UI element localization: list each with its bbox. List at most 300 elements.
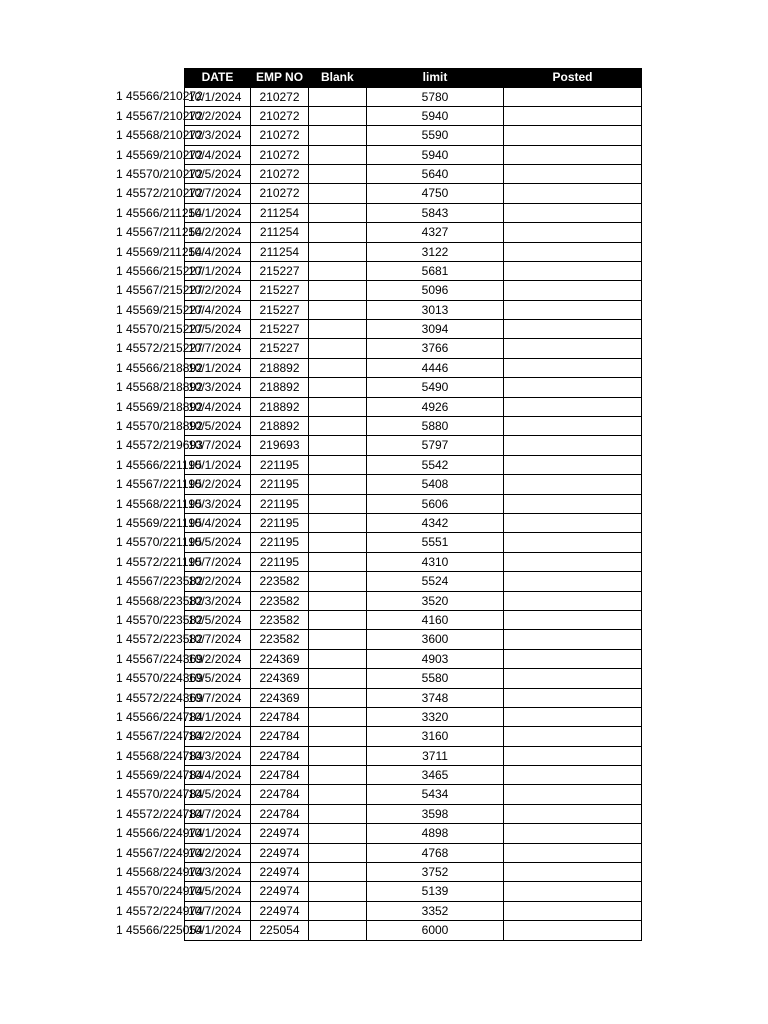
posted-cell[interactable] [504, 727, 642, 746]
emp-no-cell[interactable]: 224369 [251, 669, 309, 688]
emp-no-cell[interactable]: 221195 [251, 553, 309, 572]
limit-cell[interactable]: 3766 [367, 339, 504, 358]
date-cell[interactable]: 10/7/2024 [184, 689, 251, 708]
header-limit[interactable]: limit [367, 68, 504, 87]
date-cell[interactable]: 10/7/2024 [184, 805, 251, 824]
table-row [0, 882, 768, 901]
blank-cell[interactable] [309, 785, 367, 804]
limit-cell[interactable]: 5542 [367, 456, 504, 475]
posted-cell[interactable] [504, 650, 642, 669]
row-key-cell[interactable]: 1 45572/224784 [116, 806, 203, 821]
blank-cell[interactable] [309, 611, 367, 630]
posted-cell[interactable] [504, 921, 642, 940]
table-row [0, 456, 768, 475]
blank-cell[interactable] [309, 126, 367, 145]
row-key-cell[interactable]: 1 45570/224974 [116, 884, 203, 899]
blank-cell[interactable] [309, 766, 367, 785]
emp-no-cell[interactable]: 224784 [251, 785, 309, 804]
row-key-cell[interactable]: 1 45567/221195 [116, 477, 202, 492]
row-key-cell[interactable]: 1 45567/224369 [116, 651, 203, 666]
row-key-cell[interactable]: 1 45570/218892 [116, 419, 203, 434]
posted-cell[interactable] [504, 378, 642, 397]
emp-no-cell[interactable]: 215227 [251, 262, 309, 281]
emp-no-cell[interactable]: 224784 [251, 766, 309, 785]
row-key-cell[interactable]: 1 45568/224784 [116, 748, 203, 763]
posted-cell[interactable] [504, 320, 642, 339]
table-row [0, 553, 768, 572]
blank-cell[interactable] [309, 87, 367, 106]
table-row [0, 921, 768, 940]
blank-cell[interactable] [309, 378, 367, 397]
date-cell[interactable]: 10/4/2024 [184, 146, 251, 165]
blank-cell[interactable] [309, 146, 367, 165]
limit-cell[interactable]: 3752 [367, 863, 504, 882]
date-cell[interactable]: 10/1/2024 [184, 87, 251, 106]
posted-cell[interactable] [504, 107, 642, 126]
date-cell[interactable]: 10/5/2024 [184, 533, 251, 552]
blank-cell[interactable] [309, 727, 367, 746]
table-row [0, 572, 768, 591]
date-cell[interactable]: 10/2/2024 [184, 650, 251, 669]
date-cell[interactable]: 10/5/2024 [184, 611, 251, 630]
blank-cell[interactable] [309, 107, 367, 126]
date-cell[interactable]: 10/1/2024 [184, 921, 251, 940]
date-cell[interactable]: 10/3/2024 [184, 126, 251, 145]
posted-cell[interactable] [504, 611, 642, 630]
spreadsheet [0, 68, 768, 941]
date-cell[interactable]: 10/2/2024 [184, 844, 251, 863]
limit-cell[interactable]: 5640 [367, 165, 504, 184]
row-key-cell[interactable]: 1 45567/224784 [116, 729, 203, 744]
date-cell[interactable]: 10/1/2024 [184, 359, 251, 378]
blank-cell[interactable] [309, 805, 367, 824]
posted-cell[interactable] [504, 689, 642, 708]
header-date[interactable]: DATE [184, 68, 251, 87]
table-row [0, 766, 768, 785]
date-cell[interactable]: 10/1/2024 [184, 204, 251, 223]
blank-cell[interactable] [309, 689, 367, 708]
table-row [0, 359, 768, 378]
limit-cell[interactable]: 3160 [367, 727, 504, 746]
posted-cell[interactable] [504, 436, 642, 455]
row-key-cell[interactable]: 1 45570/215227 [116, 322, 203, 337]
emp-no-cell[interactable]: 224784 [251, 727, 309, 746]
posted-cell[interactable] [504, 223, 642, 242]
emp-no-cell[interactable]: 224974 [251, 902, 309, 921]
emp-no-cell[interactable]: 211254 [251, 204, 309, 223]
row-key-cell[interactable]: 1 45569/221195 [116, 515, 202, 530]
blank-cell[interactable] [309, 824, 367, 843]
blank-cell[interactable] [309, 184, 367, 203]
blank-cell[interactable] [309, 630, 367, 649]
row-key-cell[interactable]: 1 45572/224974 [116, 903, 203, 918]
date-cell[interactable]: 10/2/2024 [184, 281, 251, 300]
limit-cell[interactable]: 3013 [367, 301, 504, 320]
date-cell[interactable]: 10/5/2024 [184, 882, 251, 901]
blank-cell[interactable] [309, 902, 367, 921]
date-cell[interactable]: 10/1/2024 [184, 456, 251, 475]
limit-cell[interactable]: 3122 [367, 243, 504, 262]
blank-cell[interactable] [309, 436, 367, 455]
posted-cell[interactable] [504, 301, 642, 320]
blank-cell[interactable] [309, 553, 367, 572]
table-row [0, 165, 768, 184]
table-row [0, 495, 768, 514]
date-cell[interactable]: 10/2/2024 [184, 223, 251, 242]
posted-cell[interactable] [504, 475, 642, 494]
limit-cell[interactable]: 5681 [367, 262, 504, 281]
table-row [0, 126, 768, 145]
posted-cell[interactable] [504, 844, 642, 863]
posted-cell[interactable] [504, 708, 642, 727]
blank-cell[interactable] [309, 882, 367, 901]
row-key-cell[interactable]: 1 45572/221195 [116, 554, 202, 569]
posted-cell[interactable] [504, 146, 642, 165]
table-row [0, 669, 768, 688]
emp-no-cell[interactable]: 210272 [251, 107, 309, 126]
date-cell[interactable]: 10/5/2024 [184, 669, 251, 688]
row-key-cell[interactable]: 1 45567/224974 [116, 845, 203, 860]
posted-cell[interactable] [504, 398, 642, 417]
table-row [0, 204, 768, 223]
limit-cell[interactable]: 5408 [367, 475, 504, 494]
row-key-cell[interactable]: 1 45569/224784 [116, 768, 203, 783]
posted-cell[interactable] [504, 514, 642, 533]
limit-cell[interactable]: 4926 [367, 398, 504, 417]
row-key-cell[interactable]: 1 45567/223582 [116, 574, 203, 589]
posted-cell[interactable] [504, 184, 642, 203]
limit-cell[interactable]: 4342 [367, 514, 504, 533]
blank-cell[interactable] [309, 514, 367, 533]
header-emp-no[interactable]: EMP NO [251, 68, 309, 87]
table-row [0, 863, 768, 882]
limit-cell[interactable]: 5940 [367, 146, 504, 165]
emp-no-cell[interactable]: 221195 [251, 533, 309, 552]
blank-cell[interactable] [309, 417, 367, 436]
posted-cell[interactable] [504, 592, 642, 611]
posted-cell[interactable] [504, 747, 642, 766]
blank-cell[interactable] [309, 592, 367, 611]
table-row [0, 223, 768, 242]
table-row [0, 747, 768, 766]
date-cell[interactable]: 10/3/2024 [184, 863, 251, 882]
blank-cell[interactable] [309, 533, 367, 552]
posted-cell[interactable] [504, 630, 642, 649]
limit-cell[interactable]: 4903 [367, 650, 504, 669]
blank-cell[interactable] [309, 844, 367, 863]
row-key-cell[interactable]: 1 45569/215227 [116, 302, 203, 317]
table-row [0, 611, 768, 630]
emp-no-cell[interactable]: 215227 [251, 281, 309, 300]
row-key-cell[interactable]: 1 45570/210272 [116, 166, 203, 181]
limit-cell[interactable]: 5434 [367, 785, 504, 804]
blank-cell[interactable] [309, 650, 367, 669]
limit-cell[interactable]: 5940 [367, 107, 504, 126]
table-row [0, 107, 768, 126]
emp-no-cell[interactable]: 218892 [251, 378, 309, 397]
row-key-cell[interactable]: 1 45566/218892 [116, 360, 203, 375]
table-row [0, 844, 768, 863]
posted-cell[interactable] [504, 417, 642, 436]
limit-cell[interactable]: 5524 [367, 572, 504, 591]
limit-cell[interactable]: 5580 [367, 669, 504, 688]
blank-cell[interactable] [309, 243, 367, 262]
blank-cell[interactable] [309, 320, 367, 339]
row-key-cell[interactable]: 1 45569/210272 [116, 147, 203, 162]
limit-cell[interactable]: 5551 [367, 533, 504, 552]
header-blank[interactable]: Blank [309, 68, 367, 87]
emp-no-cell[interactable]: 215227 [251, 339, 309, 358]
limit-cell[interactable]: 5096 [367, 281, 504, 300]
date-cell[interactable]: 10/4/2024 [184, 243, 251, 262]
row-key-cell[interactable]: 1 45572/223582 [116, 632, 203, 647]
limit-cell[interactable]: 5590 [367, 126, 504, 145]
header-posted[interactable]: Posted [504, 68, 642, 87]
date-cell[interactable]: 10/3/2024 [184, 495, 251, 514]
limit-cell[interactable]: 3748 [367, 689, 504, 708]
emp-no-cell[interactable]: 224974 [251, 844, 309, 863]
row-key-cell[interactable]: 1 45569/211254 [116, 244, 202, 259]
date-cell[interactable]: 10/1/2024 [184, 824, 251, 843]
posted-cell[interactable] [504, 882, 642, 901]
table-row [0, 378, 768, 397]
limit-cell[interactable]: 5797 [367, 436, 504, 455]
posted-cell[interactable] [504, 262, 642, 281]
row-key-cell[interactable]: 1 45566/211254 [116, 205, 202, 220]
emp-no-cell[interactable]: 221195 [251, 495, 309, 514]
date-cell[interactable]: 10/7/2024 [184, 630, 251, 649]
emp-no-cell[interactable]: 215227 [251, 320, 309, 339]
date-cell[interactable]: 10/1/2024 [184, 262, 251, 281]
date-cell[interactable]: 10/3/2024 [184, 747, 251, 766]
posted-cell[interactable] [504, 766, 642, 785]
emp-no-cell[interactable]: 215227 [251, 301, 309, 320]
date-cell[interactable]: 10/2/2024 [184, 727, 251, 746]
date-cell[interactable]: 10/4/2024 [184, 301, 251, 320]
limit-cell[interactable]: 4750 [367, 184, 504, 203]
date-cell[interactable]: 10/5/2024 [184, 785, 251, 804]
limit-cell[interactable]: 5139 [367, 882, 504, 901]
table-row [0, 320, 768, 339]
blank-cell[interactable] [309, 475, 367, 494]
limit-cell[interactable]: 3520 [367, 592, 504, 611]
table-row [0, 262, 768, 281]
posted-cell[interactable] [504, 165, 642, 184]
emp-no-cell[interactable]: 223582 [251, 592, 309, 611]
emp-no-cell[interactable]: 210272 [251, 126, 309, 145]
posted-cell[interactable] [504, 126, 642, 145]
date-cell[interactable]: 10/4/2024 [184, 398, 251, 417]
date-cell[interactable]: 10/1/2024 [184, 708, 251, 727]
emp-no-cell[interactable]: 210272 [251, 87, 309, 106]
blank-cell[interactable] [309, 863, 367, 882]
table-row [0, 146, 768, 165]
emp-no-cell[interactable]: 221195 [251, 514, 309, 533]
row-key-cell[interactable]: 1 45572/215227 [116, 341, 203, 356]
limit-cell[interactable]: 4327 [367, 223, 504, 242]
limit-cell[interactable]: 3320 [367, 708, 504, 727]
emp-no-cell[interactable]: 211254 [251, 223, 309, 242]
date-cell[interactable]: 10/3/2024 [184, 592, 251, 611]
emp-no-cell[interactable]: 221195 [251, 475, 309, 494]
posted-cell[interactable] [504, 669, 642, 688]
header-row [0, 68, 768, 87]
posted-cell[interactable] [504, 863, 642, 882]
blank-cell[interactable] [309, 339, 367, 358]
date-cell[interactable]: 10/7/2024 [184, 339, 251, 358]
posted-cell[interactable] [504, 281, 642, 300]
row-key-cell[interactable]: 1 45570/224784 [116, 787, 203, 802]
limit-cell[interactable]: 3711 [367, 747, 504, 766]
posted-cell[interactable] [504, 902, 642, 921]
emp-no-cell[interactable]: 224784 [251, 747, 309, 766]
posted-cell[interactable] [504, 824, 642, 843]
row-key-cell[interactable]: 1 45570/224369 [116, 671, 203, 686]
limit-cell[interactable]: 4446 [367, 359, 504, 378]
date-cell[interactable]: 10/5/2024 [184, 165, 251, 184]
row-key-cell[interactable]: 1 45566/210272 [116, 89, 203, 104]
date-cell[interactable]: 10/2/2024 [184, 107, 251, 126]
row-key-cell[interactable]: 1 45567/215227 [116, 283, 203, 298]
blank-cell[interactable] [309, 708, 367, 727]
blank-cell[interactable] [309, 398, 367, 417]
limit-cell[interactable]: 4768 [367, 844, 504, 863]
emp-no-cell[interactable]: 223582 [251, 630, 309, 649]
row-key-cell[interactable]: 1 45568/221195 [116, 496, 202, 511]
limit-cell[interactable]: 3600 [367, 630, 504, 649]
posted-cell[interactable] [504, 533, 642, 552]
blank-cell[interactable] [309, 495, 367, 514]
blank-cell[interactable] [309, 572, 367, 591]
row-key-cell[interactable]: 1 45569/218892 [116, 399, 203, 414]
posted-cell[interactable] [504, 572, 642, 591]
row-key-cell[interactable]: 1 45572/224369 [116, 690, 203, 705]
limit-cell[interactable]: 5780 [367, 87, 504, 106]
row-key-cell[interactable]: 1 45568/218892 [116, 380, 203, 395]
date-cell[interactable]: 10/5/2024 [184, 417, 251, 436]
date-cell[interactable]: 10/5/2024 [184, 320, 251, 339]
emp-no-cell[interactable]: 210272 [251, 184, 309, 203]
emp-no-cell[interactable]: 223582 [251, 611, 309, 630]
row-key-cell[interactable]: 1 45568/224974 [116, 865, 203, 880]
date-cell[interactable]: 10/3/2024 [184, 378, 251, 397]
blank-cell[interactable] [309, 669, 367, 688]
emp-no-cell[interactable]: 218892 [251, 417, 309, 436]
row-key-cell[interactable]: 1 45572/210272 [116, 186, 203, 201]
row-key-cell[interactable]: 1 45567/210272 [116, 108, 203, 123]
emp-no-cell[interactable]: 221195 [251, 456, 309, 475]
table-row [0, 902, 768, 921]
emp-no-cell[interactable]: 219693 [251, 436, 309, 455]
row-key-cell[interactable]: 1 45566/225054 [116, 923, 203, 938]
posted-cell[interactable] [504, 495, 642, 514]
emp-no-cell[interactable]: 218892 [251, 398, 309, 417]
emp-no-cell[interactable]: 210272 [251, 165, 309, 184]
date-cell[interactable]: 10/7/2024 [184, 436, 251, 455]
emp-no-cell[interactable]: 225054 [251, 921, 309, 940]
posted-cell[interactable] [504, 456, 642, 475]
blank-cell[interactable] [309, 301, 367, 320]
date-cell[interactable]: 10/7/2024 [184, 902, 251, 921]
emp-no-cell[interactable]: 218892 [251, 359, 309, 378]
date-cell[interactable]: 10/4/2024 [184, 766, 251, 785]
limit-cell[interactable]: 3094 [367, 320, 504, 339]
limit-cell[interactable]: 3465 [367, 766, 504, 785]
emp-no-cell[interactable]: 224369 [251, 650, 309, 669]
limit-cell[interactable]: 6000 [367, 921, 504, 940]
limit-cell[interactable]: 5843 [367, 204, 504, 223]
row-key-cell[interactable]: 1 45566/215227 [116, 263, 203, 278]
posted-cell[interactable] [504, 204, 642, 223]
table-row [0, 184, 768, 203]
limit-cell[interactable]: 3352 [367, 902, 504, 921]
limit-cell[interactable]: 3598 [367, 805, 504, 824]
posted-cell[interactable] [504, 243, 642, 262]
limit-cell[interactable]: 4310 [367, 553, 504, 572]
row-key-cell[interactable]: 1 45566/221195 [116, 457, 202, 472]
limit-cell[interactable]: 4898 [367, 824, 504, 843]
emp-no-cell[interactable]: 224974 [251, 824, 309, 843]
row-key-cell[interactable]: 1 45568/223582 [116, 593, 203, 608]
posted-cell[interactable] [504, 805, 642, 824]
row-key-cell[interactable]: 1 45570/221195 [116, 535, 202, 550]
posted-cell[interactable] [504, 87, 642, 106]
table-row [0, 417, 768, 436]
row-key-cell[interactable]: 1 45566/224974 [116, 826, 203, 841]
blank-cell[interactable] [309, 359, 367, 378]
limit-cell[interactable]: 5490 [367, 378, 504, 397]
emp-no-cell[interactable]: 211254 [251, 243, 309, 262]
limit-cell[interactable]: 5880 [367, 417, 504, 436]
emp-no-cell[interactable]: 210272 [251, 146, 309, 165]
posted-cell[interactable] [504, 359, 642, 378]
posted-cell[interactable] [504, 339, 642, 358]
limit-cell[interactable]: 4160 [367, 611, 504, 630]
row-key-cell[interactable]: 1 45568/210272 [116, 128, 203, 143]
table-row [0, 824, 768, 843]
row-key-cell[interactable]: 1 45570/223582 [116, 612, 203, 627]
emp-no-cell[interactable]: 223582 [251, 572, 309, 591]
blank-cell[interactable] [309, 165, 367, 184]
date-cell[interactable]: 10/4/2024 [184, 514, 251, 533]
row-key-cell[interactable]: 1 45566/224784 [116, 709, 203, 724]
emp-no-cell[interactable]: 224974 [251, 863, 309, 882]
emp-no-cell[interactable]: 224369 [251, 689, 309, 708]
blank-cell[interactable] [309, 262, 367, 281]
blank-cell[interactable] [309, 456, 367, 475]
date-cell[interactable]: 10/7/2024 [184, 184, 251, 203]
emp-no-cell[interactable]: 224784 [251, 805, 309, 824]
posted-cell[interactable] [504, 785, 642, 804]
blank-cell[interactable] [309, 921, 367, 940]
limit-cell[interactable]: 5606 [367, 495, 504, 514]
row-key-cell[interactable]: 1 45567/211254 [116, 225, 202, 240]
emp-no-cell[interactable]: 224784 [251, 708, 309, 727]
posted-cell[interactable] [504, 553, 642, 572]
date-cell[interactable]: 10/7/2024 [184, 553, 251, 572]
date-cell[interactable]: 10/2/2024 [184, 572, 251, 591]
blank-cell[interactable] [309, 281, 367, 300]
table-row [0, 514, 768, 533]
blank-cell[interactable] [309, 204, 367, 223]
emp-no-cell[interactable]: 224974 [251, 882, 309, 901]
blank-cell[interactable] [309, 223, 367, 242]
date-cell[interactable]: 10/2/2024 [184, 475, 251, 494]
table-row [0, 785, 768, 804]
row-key-cell[interactable]: 1 45572/219693 [116, 438, 203, 453]
blank-cell[interactable] [309, 747, 367, 766]
table-row [0, 339, 768, 358]
